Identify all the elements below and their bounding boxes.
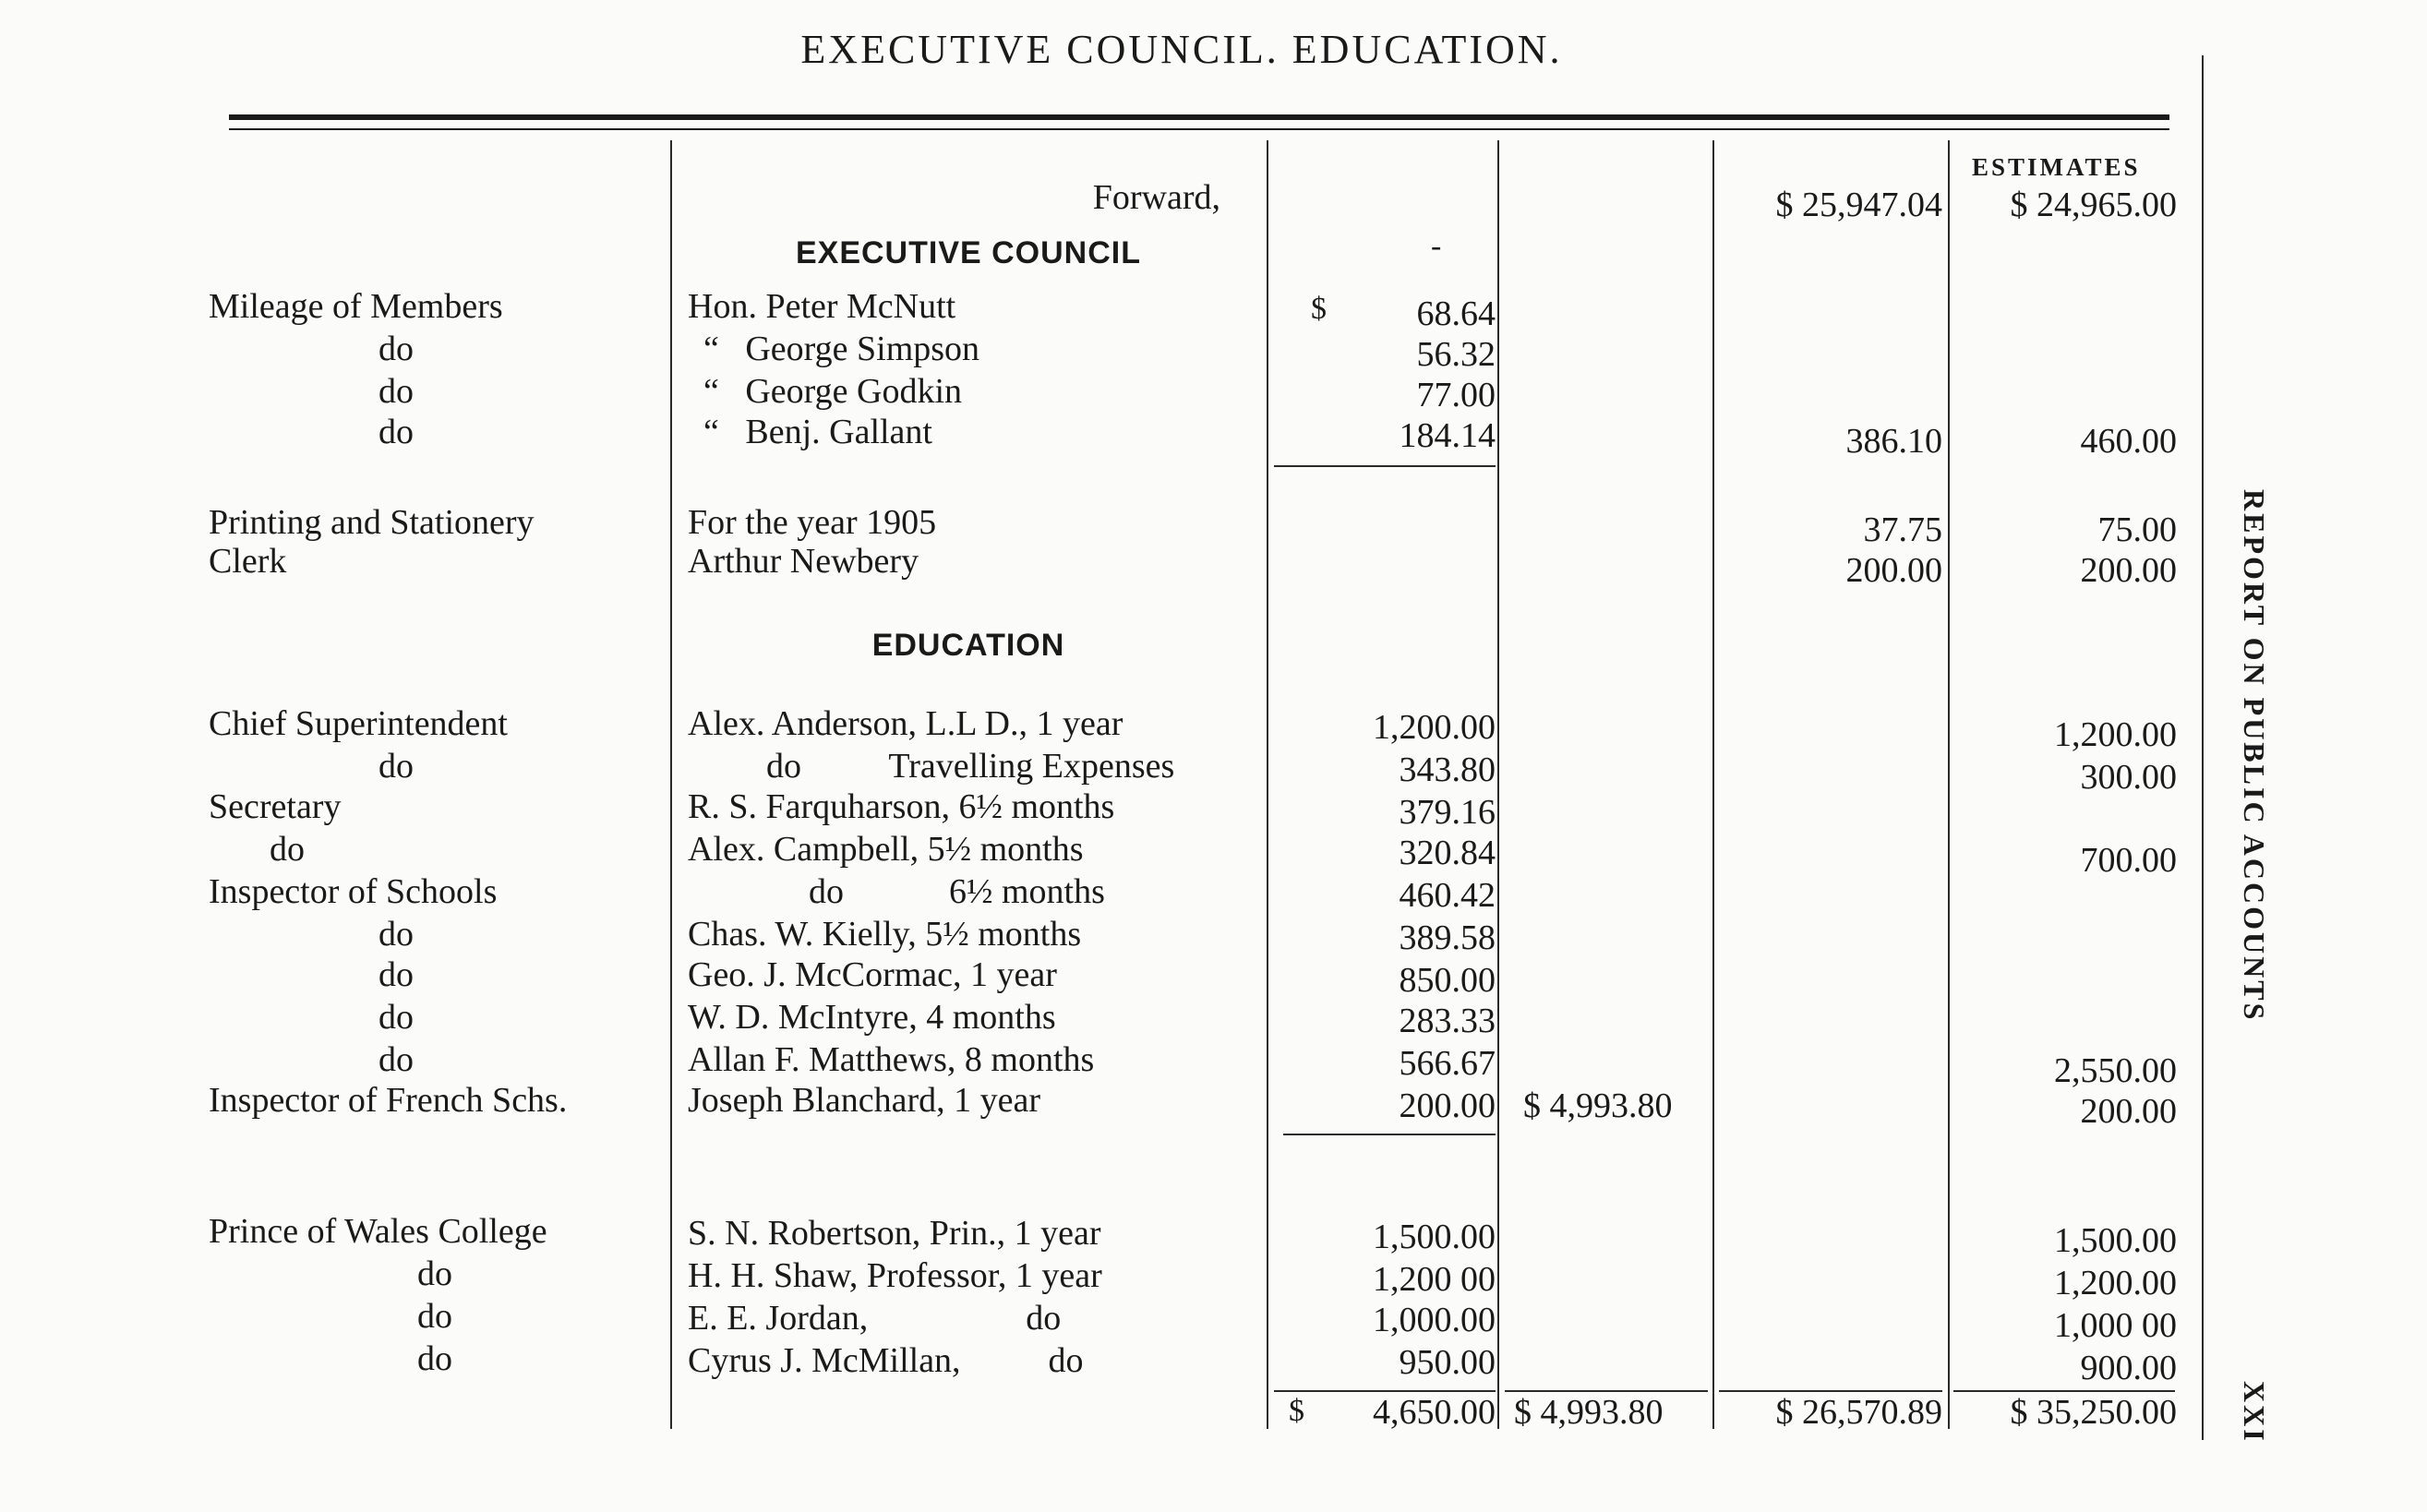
row-name: Arthur Newbery (688, 542, 919, 581)
row-amount: 77.00 (1416, 376, 1496, 414)
row-desc: do (378, 1040, 414, 1079)
row-name: “ George Godkin (703, 372, 963, 411)
row-col5: 75.00 (2097, 510, 2177, 549)
right-margin-line (2202, 55, 2204, 1440)
row-col5: 700.00 (2080, 841, 2177, 880)
row-amount: 343.80 (1399, 750, 1496, 789)
row-name: R. S. Farquharson, 6½ months (688, 787, 1115, 826)
row-desc: Mileage of Members (209, 287, 503, 326)
page-header: EXECUTIVE COUNCIL. EDUCATION. (800, 27, 1563, 72)
row-desc: Printing and Stationery (209, 503, 535, 542)
row-name: E. E. Jordan, do (688, 1299, 1062, 1338)
row-amount: 950.00 (1399, 1343, 1496, 1382)
row-desc: do (417, 1339, 452, 1378)
row-amount: 850.00 (1399, 961, 1496, 1000)
total-col4: $ 26,570.89 (1775, 1393, 1942, 1432)
row-name: Geo. J. McCormac, 1 year (688, 955, 1057, 994)
row-col5: 1,200.00 (2054, 715, 2177, 754)
row-name: Allan F. Matthews, 8 months (688, 1040, 1095, 1079)
subtotal-rule-mileage (1274, 465, 1496, 467)
row-amount: 1,000.00 (1373, 1301, 1496, 1339)
row-desc: Prince of Wales College (209, 1212, 547, 1251)
row-name: do Travelling Expenses (766, 747, 1175, 786)
row-amount: 389.58 (1399, 918, 1496, 957)
row-amount: 1,200 00 (1373, 1260, 1496, 1299)
row-desc: do (378, 747, 414, 786)
row-desc: Chief Superintendent (209, 704, 508, 743)
row-desc: do (417, 1254, 452, 1293)
row-name: For the year 1905 (688, 503, 937, 542)
row-desc: do (378, 413, 414, 451)
row-col5: 1,200.00 (2054, 1264, 2177, 1302)
top-rule-thick (229, 114, 2169, 120)
row-name: “ Benj. Gallant (703, 413, 932, 451)
row-name: do 6½ months (809, 872, 1105, 911)
row-amount: 320.84 (1399, 834, 1496, 872)
dollar-sign-mileage: $ (1311, 292, 1327, 326)
row-desc: Secretary (209, 787, 342, 826)
tick-mark: - (1431, 229, 1442, 263)
row-desc: do (378, 915, 414, 954)
total-col5: $ 35,250.00 (2010, 1393, 2177, 1432)
row-name: Hon. Peter McNutt (688, 287, 956, 326)
row-amount: 68.64 (1416, 294, 1496, 333)
total-amount: 4,650.00 (1373, 1393, 1496, 1432)
col-divider-1 (670, 140, 672, 1429)
row-desc: do (417, 1297, 452, 1336)
row-col4: 200.00 (1845, 551, 1942, 590)
row-amount: 1,200.00 (1373, 708, 1496, 747)
row-amount: 283.33 (1399, 1002, 1496, 1040)
row-amount: 56.32 (1416, 335, 1496, 374)
row-desc: do (378, 998, 414, 1037)
row-col4: 37.75 (1863, 510, 1942, 549)
row-col4: 386.10 (1845, 422, 1942, 461)
row-name: Joseph Blanchard, 1 year (688, 1081, 1040, 1120)
row-desc: do (378, 955, 414, 994)
section-education: EDUCATION (871, 628, 1065, 663)
row-amount: 566.67 (1399, 1044, 1496, 1083)
row-desc: Inspector of Schools (209, 872, 498, 911)
forward-col5: $ 24,965.00 (2010, 186, 2177, 224)
row-amount: 1,500.00 (1373, 1218, 1496, 1256)
col-divider-4 (1712, 140, 1714, 1429)
row-name: Alex. Campbell, 5½ months (688, 830, 1084, 869)
total-col3: $ 4,993.80 (1514, 1393, 1664, 1432)
row-col5: 300.00 (2080, 758, 2177, 797)
row-name: “ George Simpson (703, 330, 980, 368)
col-divider-5 (1948, 140, 1950, 1429)
row-desc: Clerk (209, 542, 287, 581)
row-name: Cyrus J. McMillan, do (688, 1341, 1084, 1380)
row-col5: 1,500.00 (2054, 1221, 2177, 1260)
row-desc: do (378, 330, 414, 368)
subtotal-rule-education (1283, 1134, 1496, 1135)
page-number: XXI (2238, 1381, 2271, 1444)
row-col3: $ 4,993.80 (1523, 1086, 1673, 1125)
row-name: Chas. W. Kielly, 5½ months (688, 915, 1082, 954)
row-col5: 200.00 (2080, 551, 2177, 590)
row-name: S. N. Robertson, Prin., 1 year (688, 1214, 1101, 1253)
row-name: Alex. Anderson, L.L D., 1 year (688, 704, 1123, 743)
row-desc: Inspector of French Schs. (209, 1081, 568, 1120)
forward-label: Forward, (1092, 178, 1220, 217)
row-amount: 379.16 (1399, 793, 1496, 832)
row-col5: 200.00 (2080, 1092, 2177, 1131)
section-executive-council: EXECUTIVE COUNCIL (795, 235, 1142, 270)
top-rule-thin (229, 128, 2169, 130)
row-col5: 460.00 (2080, 422, 2177, 461)
col-divider-2 (1267, 140, 1268, 1429)
row-name: W. D. McIntyre, 4 months (688, 998, 1056, 1037)
forward-col4: $ 25,947.04 (1775, 186, 1942, 224)
row-name: H. H. Shaw, Professor, 1 year (688, 1256, 1102, 1295)
side-title: REPORT ON PUBLIC ACCOUNTS (2238, 489, 2271, 1023)
row-amount: 460.42 (1399, 876, 1496, 915)
row-col5: 900.00 (2080, 1349, 2177, 1387)
row-col5: 1,000 00 (2054, 1306, 2177, 1345)
row-amount: 184.14 (1399, 416, 1496, 455)
col-divider-3 (1497, 140, 1499, 1429)
row-amount: 200.00 (1399, 1086, 1496, 1125)
row-col5: 2,550.00 (2054, 1051, 2177, 1090)
dollar-sign-total: $ (1289, 1394, 1304, 1428)
estimates-label: ESTIMATES (1972, 153, 2141, 181)
row-desc: do (378, 372, 414, 411)
row-desc: do (270, 830, 305, 869)
